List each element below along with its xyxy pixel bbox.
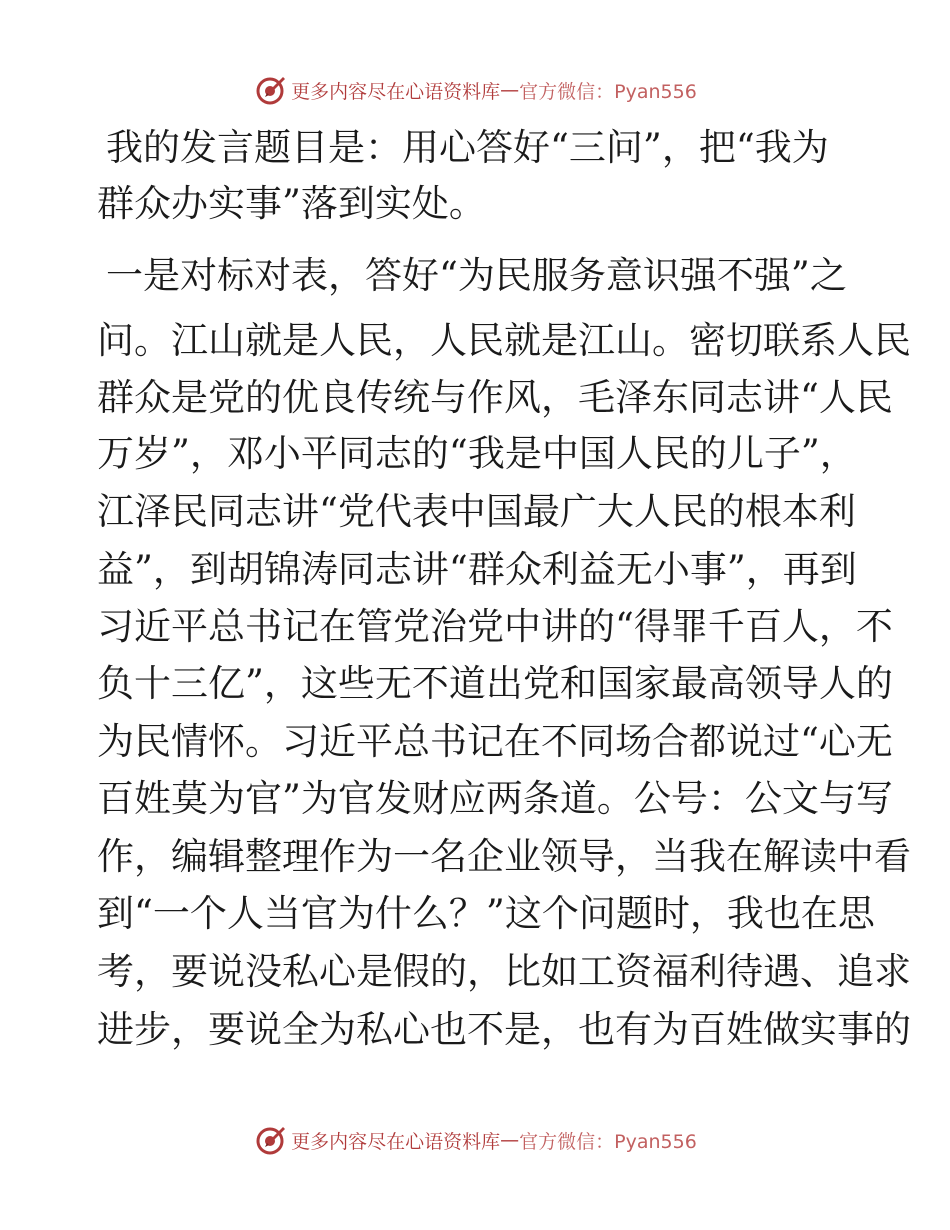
text-line: 问。江山就是人民，人民就是江山。密切联系人民 xyxy=(97,319,911,362)
text-line: 作，编辑整理作为一名企业领导，当我在解读中看 xyxy=(97,835,911,878)
text-line: 到“一个人当官为什么？”这个问题时，我也在思 xyxy=(97,892,875,935)
footer-banner xyxy=(0,1120,950,1160)
pen-logo-icon xyxy=(253,73,287,107)
text-line: 为民情怀。习近平总书记在不同场合都说过“心无 xyxy=(97,720,893,763)
text-line: 百姓莫为官”为官发财应两条道。公号：公文与写 xyxy=(97,777,893,820)
banner-separator: — xyxy=(500,1129,520,1151)
banner-separator: — xyxy=(500,79,520,101)
text-line: 群众办实事”落到实处。 xyxy=(97,182,486,225)
text-line: 群众是党的优良传统与作风，毛泽东同志讲“人民 xyxy=(97,376,893,419)
header-banner xyxy=(0,70,950,110)
pen-logo-icon xyxy=(253,1123,287,1157)
text-line: 进步，要说全为私心也不是，也有为百姓做实事的 xyxy=(97,1008,911,1051)
banner-text: 更多内容尽在心语资料库 xyxy=(291,1130,501,1153)
text-line: 我的发言题目是：用心答好“三问”，把“我为 xyxy=(106,126,829,169)
banner-wechat: 官方微信：Pyan556 xyxy=(519,1130,697,1153)
text-line: 习近平总书记在管党治党中讲的“得罪千百人，不 xyxy=(97,605,893,648)
banner-wechat: 官方微信：Pyan556 xyxy=(519,80,697,103)
text-line: 江泽民同志讲“党代表中国最广大人民的根本利 xyxy=(97,490,856,533)
text-line: 一是对标对表，答好“为民服务意识强不强”之 xyxy=(106,254,847,297)
text-line: 益”，到胡锦涛同志讲“群众利益无小事”，再到 xyxy=(97,548,857,591)
text-line: 考，要说没私心是假的，比如工资福利待遇、追求 xyxy=(97,950,911,993)
text-line: 负十三亿”，这些无不道出党和国家最高领导人的 xyxy=(97,662,893,705)
text-line: 万岁”，邓小平同志的“我是中国人民的儿子”， xyxy=(97,432,857,475)
banner-text: 更多内容尽在心语资料库 xyxy=(291,80,501,103)
